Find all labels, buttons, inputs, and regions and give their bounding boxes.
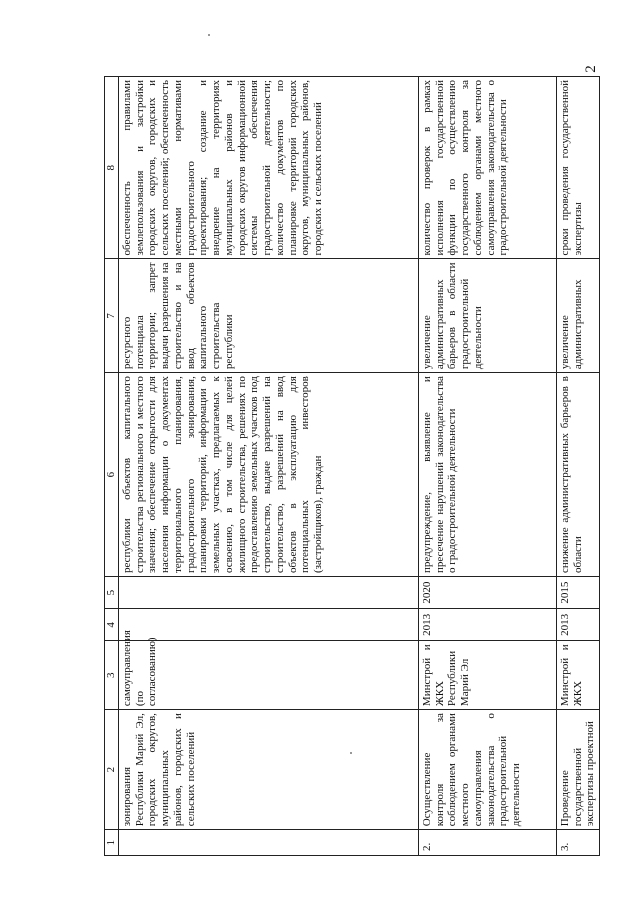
related-indicators: количество проверок в рамках исполнения государственной функции по осуществлению государственного контроля за соблюдением органами местного самоуправления законодательства о градостроительной деятельности <box>418 77 556 259</box>
col-number-7: 7 <box>105 259 119 373</box>
event-name: зонирования Республики Марий Эл, городских округов, муниципальных районов, городских и сельских поселений <box>118 710 418 830</box>
col-number-1: 1 <box>105 830 119 856</box>
event-name: Осуществление контроля за соблюдением органами местного самоуправления законодательства о градостроительной деятельности <box>418 710 556 830</box>
non-implementation-consequence: увеличение административных барьеров в области градостроительной деятельности <box>418 259 556 373</box>
page-number: 2 <box>583 65 599 73</box>
executor: Минстрой и ЖКХ Республики Марий Эл <box>418 641 556 710</box>
col-number-8: 8 <box>105 77 119 259</box>
expected-result: предупреждение, выявление и пресечение нарушений законодательства о градостроительной деятельности <box>418 373 556 577</box>
non-implementation-consequence: ресурсного потенциала территории; запрет выдачи разрешения на строительство и на ввод объектов капитального строительства республики <box>118 259 418 373</box>
row-number: 2. <box>418 830 556 856</box>
executor: самоуправления (по согласованию) <box>118 641 418 710</box>
table-row <box>418 77 556 856</box>
end-year: 2015 <box>556 577 599 609</box>
end-year: 2020 <box>418 577 556 609</box>
start-year: 2013 <box>556 609 599 641</box>
start-year <box>118 609 418 641</box>
rotated-table-container <box>104 76 624 856</box>
event-name: Проведение государственной экспертизы проектной <box>556 710 599 830</box>
related-indicators: обеспеченность правилами землепользования и застройки городских округов, городских и сельских поселений; обеспеченность местными нормативами градостроительного проектирования; создание и внедрение на территориях муниципальных районов и городских округов информационной системы обеспечения градостроительной деятельности; количество документов по планировке территорий городских округов, муниципальных районов, городских и сельских поселений <box>118 77 418 259</box>
end-year <box>118 577 418 609</box>
scan-speck <box>208 34 210 36</box>
row-number <box>118 830 418 856</box>
row-number: 3. <box>556 830 599 856</box>
table-row <box>556 77 599 856</box>
executor: Минстрой и ЖКХ <box>556 641 599 710</box>
col-number-3: 3 <box>105 641 119 710</box>
column-number-row <box>105 77 119 856</box>
related-indicators: сроки проведения государственной экспертизы <box>556 77 599 259</box>
col-number-5: 5 <box>105 577 119 609</box>
non-implementation-consequence: увеличение административных <box>556 259 599 373</box>
col-number-6: 6 <box>105 373 119 577</box>
col-number-4: 4 <box>105 609 119 641</box>
table-row <box>118 77 418 856</box>
measures-table <box>104 76 600 856</box>
expected-result: республики объектов капитального строительства регионального и местного значения; обеспечение открытости для населения информации о документах территориального планирования, градостроительного зонирования, планировки территорий, информации о земельных участках, предлагаемых к освоению, в том числе для целей жилищного строительства, решениях по предоставлению земельных участков под строительство, выдаче разрешений на строительство, разрешений на ввод объектов в эксплуатацию для потенциальных инвесторов (застройщиков), граждан <box>118 373 418 577</box>
col-number-2: 2 <box>105 710 119 830</box>
start-year: 2013 <box>418 609 556 641</box>
expected-result: снижение административных барьеров в области <box>556 373 599 577</box>
